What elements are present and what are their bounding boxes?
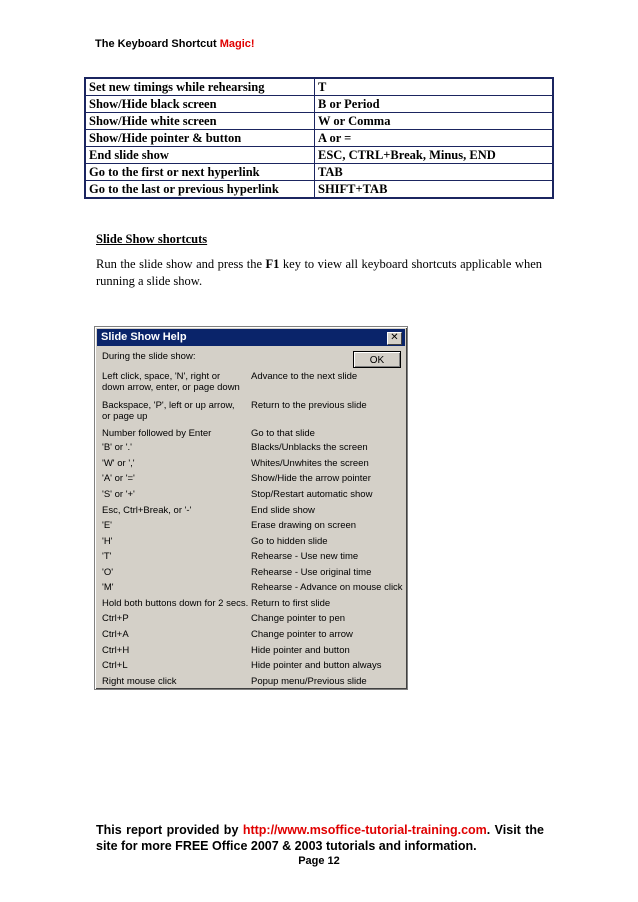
para-after: key to view all keyboard shortcuts applicable when running a slide show. [96, 257, 542, 288]
shortcut-keys: TAB [315, 164, 554, 181]
help-row-key: 'O' [102, 567, 114, 578]
help-row-action: Change pointer to pen [251, 613, 346, 624]
help-row-key: Right mouse click [102, 676, 177, 687]
footer-text [96, 822, 544, 854]
para-key: F1 [265, 257, 280, 271]
help-row-action: Advance to the next slide [251, 371, 358, 382]
intro-paragraph [96, 256, 542, 290]
footer-before: This report provided by [96, 823, 243, 837]
help-row-key: Number followed by Enter [102, 428, 212, 439]
shortcut-action: Set new timings while rehearsing [85, 78, 315, 96]
help-row-action: Change pointer to arrow [251, 629, 353, 640]
help-row-key: 'H' [102, 536, 113, 547]
slide-show-help-dialog [94, 326, 408, 690]
table-row [85, 113, 553, 130]
help-row-key: Left click, space, 'N', right or down arrow, enter, or page down [102, 371, 240, 393]
table-row [85, 78, 553, 96]
help-row-action: Rehearse - Use new time [251, 551, 359, 562]
table-row [85, 130, 553, 147]
shortcut-keys: A or = [315, 130, 554, 147]
help-row-action: Hide pointer and button [251, 645, 350, 656]
shortcut-action: End slide show [85, 147, 315, 164]
shortcut-action: Go to the last or previous hyperlink [85, 181, 315, 199]
shortcut-action: Show/Hide white screen [85, 113, 315, 130]
shortcut-keys: T [315, 78, 554, 96]
page-number: Page 12 [298, 855, 340, 867]
table-row [85, 96, 553, 113]
footer-after: . Visit the site for more FREE Office 2007 & 2003 tutorials and information. [96, 823, 545, 853]
header-title-accent: Magic! [219, 38, 255, 50]
section-title: Slide Show shortcuts [96, 232, 208, 246]
table-row [85, 147, 553, 164]
help-row-action: Go to hidden slide [251, 536, 328, 547]
help-row-key: Ctrl+L [102, 660, 128, 671]
help-row-key: 'B' or '.' [102, 442, 132, 453]
dialog-title: Slide Show Help [101, 331, 187, 343]
para-before: Run the slide show and press the [96, 257, 266, 271]
help-row-action: Popup menu/Previous slide [251, 676, 367, 687]
help-row-key: 'W' or ',' [102, 458, 135, 469]
help-row-key: 'A' or '=' [102, 473, 135, 484]
help-row-action: End slide show [251, 505, 315, 516]
help-row-action: Stop/Restart automatic show [251, 489, 373, 500]
help-row-action: Blacks/Unblacks the screen [251, 442, 368, 453]
footer-link[interactable]: http://www.msoffice-tutorial-training.com [242, 823, 487, 837]
table-row [85, 164, 553, 181]
shortcut-action: Go to the first or next hyperlink [85, 164, 315, 181]
help-row-key: Esc, Ctrl+Break, or '-' [102, 505, 192, 516]
shortcut-keys: B or Period [315, 96, 554, 113]
help-row-key: 'S' or '+' [102, 489, 135, 500]
shortcut-action: Show/Hide black screen [85, 96, 315, 113]
help-row-action: Return to first slide [251, 598, 331, 609]
help-row-key: Ctrl+H [102, 645, 130, 656]
help-row-action: Hide pointer and button always [251, 660, 382, 671]
close-icon[interactable]: ✕ [387, 332, 402, 345]
help-row-action: Erase drawing on screen [251, 520, 357, 531]
help-row-action: Whites/Unwhites the screen [251, 458, 369, 469]
ok-button[interactable]: OK [353, 351, 401, 368]
help-row-key: 'E' [102, 520, 112, 531]
shortcut-keys: SHIFT+TAB [315, 181, 554, 199]
shortcut-keys: W or Comma [315, 113, 554, 130]
help-row-action: Rehearse - Use original time [251, 567, 372, 578]
shortcut-table [84, 77, 554, 199]
help-row-key: 'M' [102, 582, 114, 593]
dialog-intro: During the slide show: [102, 351, 196, 362]
help-row-action: Show/Hide the arrow pointer [251, 473, 371, 484]
dialog-titlebar [97, 329, 405, 346]
help-row-key: Hold both buttons down for 2 secs. [102, 598, 249, 609]
table-row [85, 181, 553, 199]
help-row-action: Rehearse - Advance on mouse click [251, 582, 403, 593]
help-row-key: 'T' [102, 551, 112, 562]
help-row-action: Return to the previous slide [251, 400, 367, 411]
shortcut-keys: ESC, CTRL+Break, Minus, END [315, 147, 554, 164]
help-row-key: Ctrl+P [102, 613, 129, 624]
help-row-action: Go to that slide [251, 428, 315, 439]
page-header [95, 38, 255, 50]
help-row-key: Ctrl+A [102, 629, 129, 640]
header-title: The Keyboard Shortcut [95, 38, 220, 50]
shortcut-action: Show/Hide pointer & button [85, 130, 315, 147]
help-row-key: Backspace, 'P', left or up arrow, or page up [102, 400, 235, 422]
